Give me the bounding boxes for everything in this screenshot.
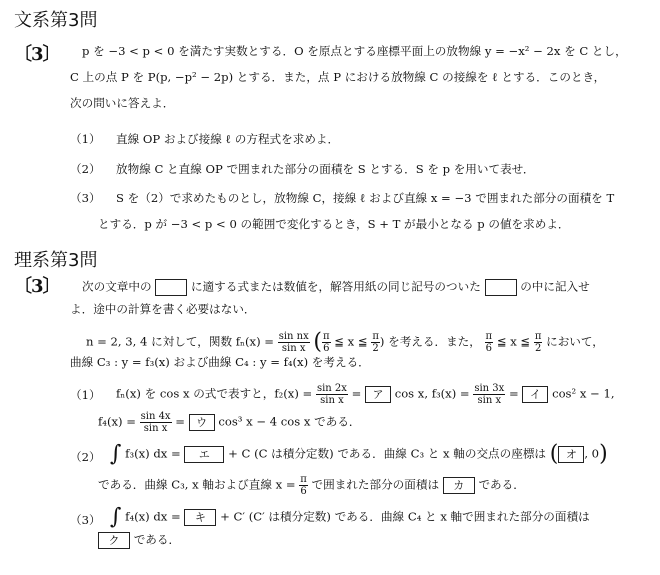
bunkei-number: 〔3〕 [14,44,60,65]
leq-x-2: ≦ x ≦ [496,334,531,349]
fraction-sin4x: $\frac{\sin 4x}{\text{sin x}}$ [140,411,171,434]
rikei-p1-line2: f₄(x) = $\frac{\sin 4x}{\text{sin x}}$ = ウ cos³ x − 4 cos x である． [98,411,361,434]
fraction-pi-2: $\frac{\pi}{2}$ [372,331,379,354]
answer-box-a[interactable]: ア [365,386,391,403]
answer-box-o[interactable]: オ [558,446,584,463]
answer-box-e[interactable]: エ [184,446,224,463]
p1-c: cos² x − 1, [552,386,615,401]
rikei-intro-line2: よ．途中の計算を書く必要はない． [70,302,256,316]
setup-a: n = 2, 3, 4 に対して，関数 fₙ(x) = [86,334,275,349]
rikei-intro1-c: の中に記入せ [520,279,590,294]
bunkei-q3-text-line2: とする．p が −3 < p < 0 の範囲で変化するとき，S + T が最小となる p の値を求めよ． [98,217,570,231]
open-paren-2: ( [549,441,559,467]
bunkei-intro-line1: p を −3 < p < 0 を満たす実数とする．O を原点とする座標平面上の放物線 y = −x² − 2x を C とし， [82,44,627,58]
p1-b: cos x, f₃(x) = [394,386,470,401]
rikei-setup-line1 [86,331,604,354]
fraction-pi-2b: $\frac{\pi}{2}$ [534,331,542,354]
blank-box [485,279,517,296]
rikei-p3-line2 [98,532,180,549]
rikei-title: 理系第3問 [14,250,98,271]
p2-e: で囲まれた部分の面積は [311,477,440,492]
p2-b: + C (C は積分定数) である．曲線 C₃ と x 軸の交点の座標は [228,446,547,461]
p1-e: cos³ x − 4 cos x である． [218,414,361,429]
bunkei-q3-number: （3） [70,191,101,205]
close-paren-2: ) [599,441,608,467]
fraction-sin2x: $\frac{\sin 2x}{\text{sin x}}$ [316,383,347,406]
bunkei-intro-line3: 次の問いに答えよ． [70,96,175,110]
bunkei-q2-number: （2） [70,162,101,176]
bunkei-title: 文系第3問 [14,10,98,31]
setup-c: ) を考える．また， [379,334,481,349]
p2-f: である． [478,477,525,492]
rikei-p3-line1 [110,504,590,530]
rikei-intro1-a: 次の文章中の [82,279,152,294]
p2-c: , 0 [584,446,600,461]
fraction-pi-6b: $\frac{\pi}{6}$ [485,331,493,354]
answer-box-ku[interactable]: ク [98,532,130,549]
rikei-intro1-b: に適する式または数値を，解答用紙の同じ記号のついた [190,279,481,294]
rikei-p3-number: （3） [70,513,101,527]
fraction-sin3x: $\frac{\sin 3x}{\text{sin x}}$ [474,383,505,406]
p2-d: である．曲線 C₃, x 軸および直線 x = [98,477,296,492]
open-paren: ( [313,329,323,355]
bunkei-q1-number: （1） [70,132,101,146]
rikei-p1-line1: fₙ(x) を cos x の式で表すと，f₂(x) = $\frac{\sin 2x}{\text{sin x}}$ = ア cos x, f₃(x) = $\frac{\sin 3x}{\text{sin x}}$ = イ cos² x − 1, [116,383,615,406]
rikei-number: 〔3〕 [14,276,60,297]
bunkei-q2-text: 放物線 C と直線 OP で囲まれた部分の面積を S とする．S を p を用いて表せ． [116,162,535,176]
bunkei-q1-text: 直線 OP および接線 ℓ の方程式を求めよ． [116,132,340,146]
answer-box-ka[interactable]: カ [443,477,475,494]
setup-d: において， [546,334,604,349]
p2-a: f₃(x) dx = [125,446,181,461]
leq-x: ≦ x ≦ [334,334,368,349]
rikei-p2-line1 [110,441,608,467]
rikei-p2-line2 [98,474,525,497]
p3-b: + C′ (C′ は積分定数) である．曲線 C₄ と x 軸で囲まれた部分の面積は [220,509,590,524]
fraction-pi-6c: $\frac{\pi}{6}$ [300,474,307,497]
bunkei-intro-line2: C 上の点 P を P(p, −p² − 2p) とする．また，点 P における放物線 C の接線を ℓ とする．このとき， [70,70,606,84]
p3-c: である． [133,532,181,547]
integral-sign: ∫ [110,441,122,467]
answer-box-i[interactable]: イ [522,386,548,403]
rikei-p1-number: （1） [70,388,101,402]
p1-d: f₄(x) = [98,414,136,429]
p3-a: f₄(x) dx = [125,509,181,524]
integral-sign-2: ∫ [110,504,122,530]
blank-box [155,279,187,296]
rikei-setup-line2: 曲線 C₃ : y = f₃(x) および曲線 C₄ : y = f₄(x) を考える． [70,355,370,369]
answer-box-ki[interactable]: キ [184,509,216,526]
fraction-sinnx: $\frac{\text{sin nx}}{\text{sin x}}$ [278,331,309,354]
fraction-pi-6: $\frac{\pi}{6}$ [323,331,330,354]
bunkei-q3-text-line1: S を（2）で求めたものとし，放物線 C，接線 ℓ および直線 x = −3 で囲まれた部分の面積を T [116,191,615,205]
rikei-p2-number: （2） [70,450,101,464]
p1-a: fₙ(x) を cos x の式で表すと，f₂(x) = [116,386,313,401]
answer-box-u[interactable]: ウ [189,414,215,431]
rikei-intro-line1 [82,279,590,296]
